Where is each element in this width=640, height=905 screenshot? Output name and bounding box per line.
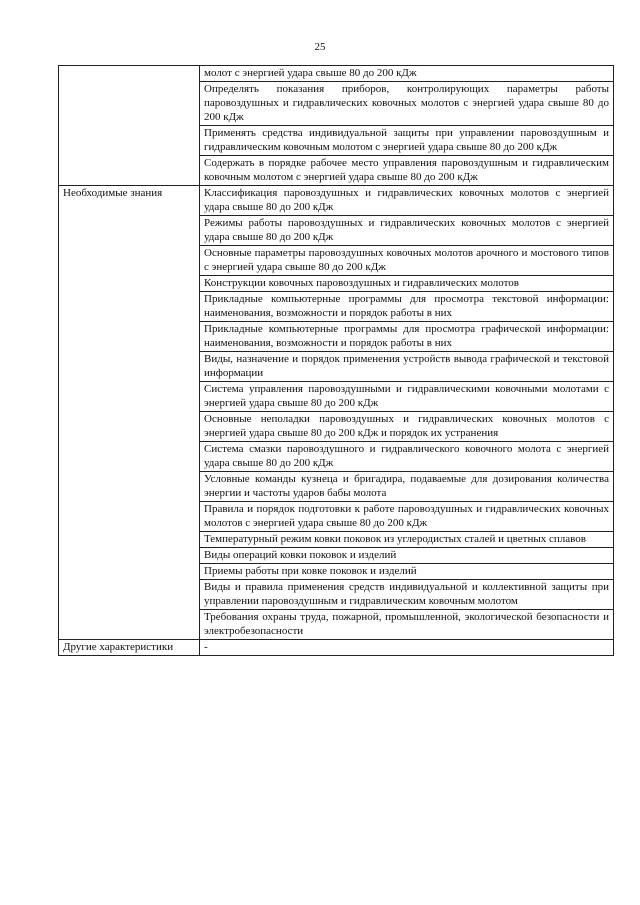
requirement-item: Содержать в порядке рабочее место управления паровоздушным и гидравлическим ковочным молотом с энергией удара свыше 80 до 200 кДж	[200, 156, 614, 186]
requirement-item: Система смазки паровоздушного и гидравлического ковочного молота с энергией удара свыше 80 до 200 кДж	[200, 442, 614, 472]
page-number: 25	[314, 41, 326, 53]
requirement-item: Температурный режим ковки поковок из углеродистых сталей и цветных сплавов	[200, 532, 614, 548]
requirements-table-body	[59, 66, 614, 656]
requirement-item: Основные параметры паровоздушных ковочных молотов арочного и мостового типов с энергией удара свыше 80 до 200 кДж	[200, 246, 614, 276]
requirements-table	[58, 65, 614, 656]
requirement-item: Виды, назначение и порядок применения устройств вывода графической и текстовой информации	[200, 352, 614, 382]
requirement-item: Определять показания приборов, контролирующих параметры работы паровоздушных и гидравлических ковочных молотов с энергией удара свыше 80 до 200 кДж	[200, 82, 614, 126]
knowledge-row	[59, 186, 614, 216]
requirement-item: Прикладные компьютерные программы для просмотра текстовой информации: наименования, возможности и порядок работы в них	[200, 292, 614, 322]
row-label: Другие характеристики	[59, 640, 200, 656]
requirement-item: Правила и порядок подготовки к работе паровоздушных и гидравлических ковочных молотов с энергией удара свыше 80 до 200 кДж	[200, 502, 614, 532]
requirement-item: Прикладные компьютерные программы для просмотра графической информации: наименования, возможности и порядок работы в них	[200, 322, 614, 352]
requirement-item: Условные команды кузнеца и бригадира, подаваемые для дозирования количества энергии и частоты ударов бабы молота	[200, 472, 614, 502]
requirement-item: Конструкции ковочных паровоздушных и гидравлических молотов	[200, 276, 614, 292]
requirement-item: молот с энергией удара свыше 80 до 200 кДж	[200, 66, 614, 82]
requirement-item: Виды операций ковки поковок и изделий	[200, 548, 614, 564]
requirement-item: Применять средства индивидуальной защиты при управлении паровоздушным и гидравлическим ковочным молотом с энергией удара свыше 80 до 200 кДж	[200, 126, 614, 156]
requirement-item: -	[200, 640, 614, 656]
requirement-item: Классификация паровоздушных и гидравлических ковочных молотов с энергией удара свыше 80 до 200 кДж	[200, 186, 614, 216]
row-label: Необходимые знания	[59, 186, 200, 640]
requirement-item: Виды и правила применения средств индивидуальной и коллективной защиты при управлении паровоздушным и гидравлическим ковочным молотом	[200, 580, 614, 610]
continued-row	[59, 66, 614, 82]
requirement-item: Система управления паровоздушными и гидравлическими ковочными молотами с энергией удара свыше 80 до 200 кДж	[200, 382, 614, 412]
row-label-empty	[59, 66, 200, 186]
other-characteristics-row	[59, 640, 614, 656]
requirement-item: Требования охраны труда, пожарной, промышленной, экологической безопасности и электробезопасности	[200, 610, 614, 640]
requirement-item: Приемы работы при ковке поковок и изделий	[200, 564, 614, 580]
requirement-item: Режимы работы паровоздушных и гидравлических ковочных молотов с энергией удара свыше 80 до 200 кДж	[200, 216, 614, 246]
requirement-item: Основные неполадки паровоздушных и гидравлических ковочных молотов с энергией удара свыше 80 до 200 кДж и порядок их устранения	[200, 412, 614, 442]
